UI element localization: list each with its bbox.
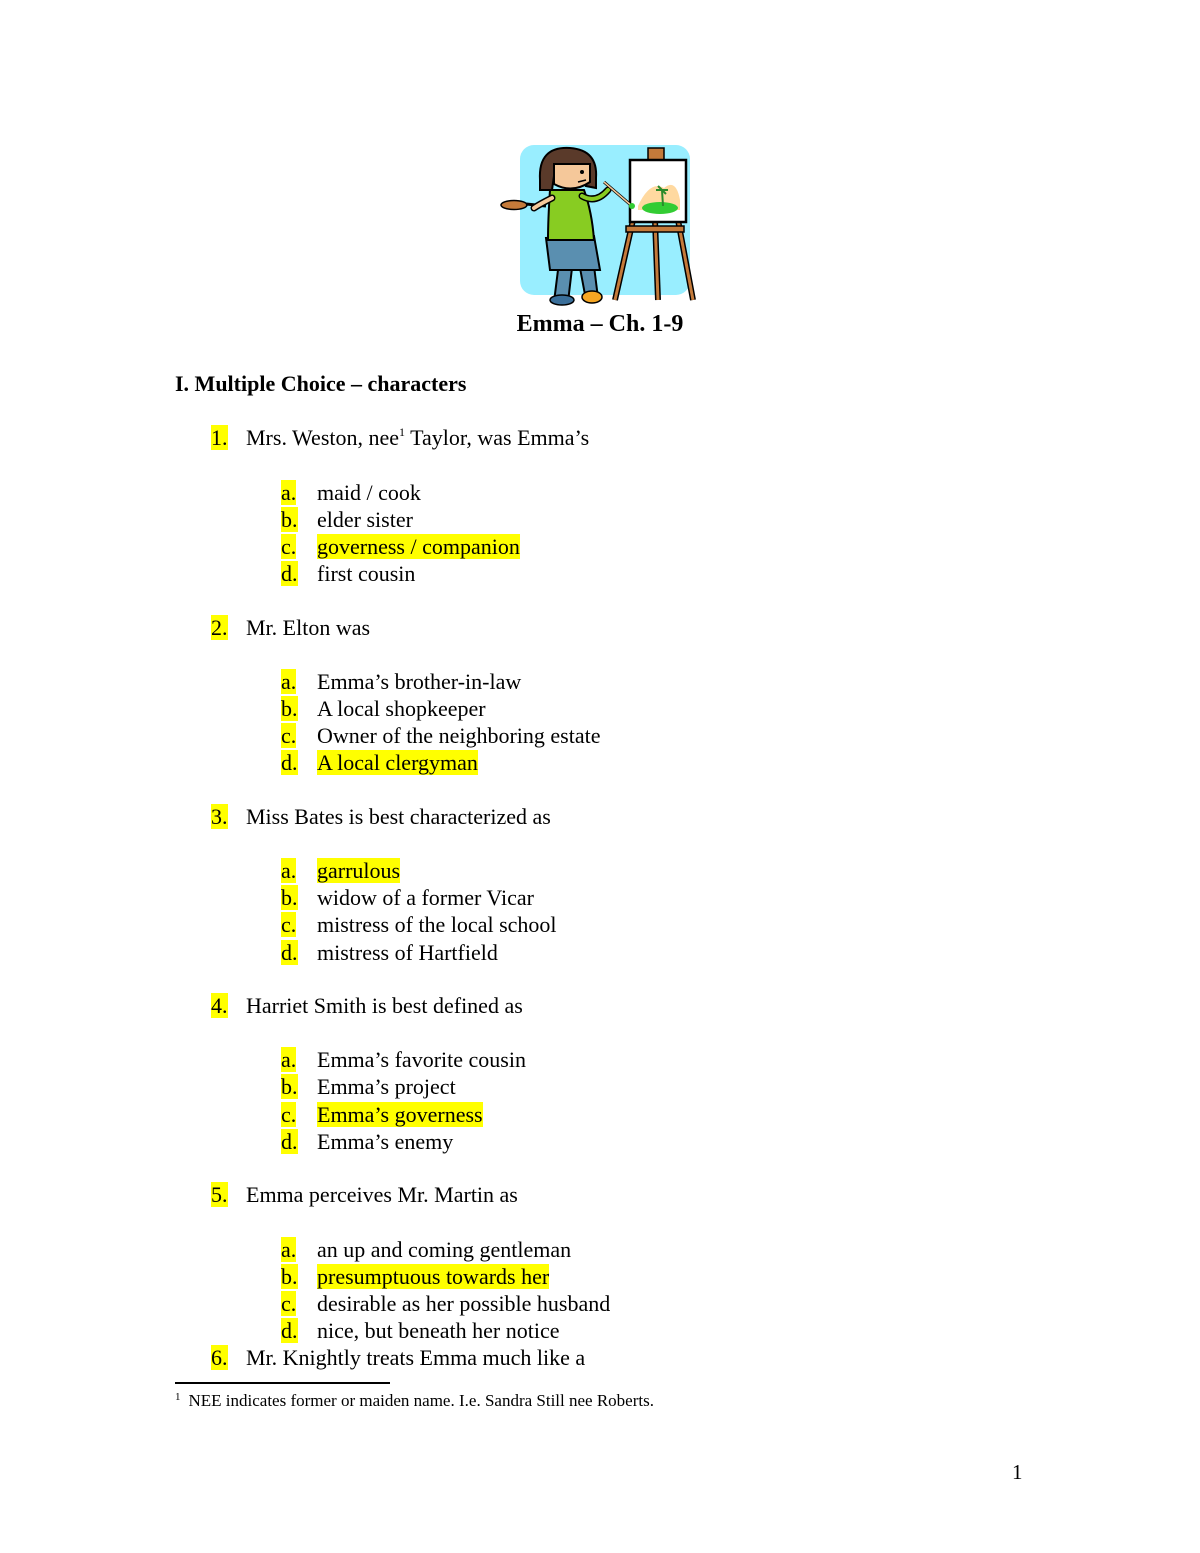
- question-text: Emma perceives Mr. Martin as: [246, 1182, 518, 1207]
- option-text-highlighted: Emma’s governess: [317, 1102, 483, 1127]
- option-text: first cousin: [317, 561, 416, 586]
- option-text-highlighted: governess / companion: [317, 534, 520, 559]
- option-text: A local shopkeeper: [317, 696, 486, 721]
- footnote-reference: 1: [399, 425, 406, 439]
- footnote: [175, 1390, 654, 1412]
- option-text: Emma’s brother-in-law: [317, 669, 522, 694]
- option-letter: a.: [281, 480, 297, 505]
- option-letter: a.: [281, 858, 297, 883]
- option-text-highlighted: A local clergyman: [317, 750, 478, 775]
- option-text: an up and coming gentleman: [317, 1237, 572, 1262]
- document-title: Emma – Ch. 1-9: [516, 311, 684, 337]
- option-letter: d.: [281, 940, 298, 965]
- option-letter: a.: [281, 1237, 297, 1262]
- option-letter: c.: [281, 723, 297, 748]
- page-number: 1: [1012, 1460, 1023, 1484]
- option-text: Emma’s favorite cousin: [317, 1047, 526, 1072]
- option-text: Emma’s enemy: [317, 1129, 454, 1154]
- question-number: 5.: [211, 1182, 228, 1207]
- option-letter: a.: [281, 669, 297, 694]
- question-text: Miss Bates is best characterized as: [246, 804, 551, 829]
- option-letter: d.: [281, 561, 298, 586]
- question-number: 6.: [211, 1345, 228, 1370]
- option-text: maid / cook: [317, 480, 421, 505]
- option-letter: d.: [281, 1318, 298, 1343]
- option-text-highlighted: garrulous: [317, 858, 401, 883]
- question-number: 3.: [211, 804, 228, 829]
- question-number: 2.: [211, 615, 228, 640]
- footnote-text: NEE indicates former or maiden name. I.e. Sandra Still nee Roberts.: [188, 1391, 654, 1410]
- section-title: I. Multiple Choice – characters: [175, 371, 467, 396]
- question-text: Mr. Knightly treats Emma much like a: [246, 1345, 586, 1370]
- option-text: elder sister: [317, 507, 413, 532]
- option-text-highlighted: presumptuous towards her: [317, 1264, 550, 1289]
- option-letter: b.: [281, 885, 298, 910]
- option-letter: c.: [281, 534, 297, 559]
- footnote-marker: 1: [175, 1391, 181, 1403]
- question-number: 4.: [211, 993, 228, 1018]
- question-number: 1.: [211, 425, 228, 450]
- option-letter: b.: [281, 696, 298, 721]
- option-letter: d.: [281, 750, 298, 775]
- option-letter: d.: [281, 1129, 298, 1154]
- option-text: mistress of the local school: [317, 912, 557, 937]
- option-letter: c.: [281, 912, 297, 937]
- option-text: desirable as her possible husband: [317, 1291, 611, 1316]
- option-text: Emma’s project: [317, 1074, 456, 1099]
- option-text: widow of a former Vicar: [317, 885, 534, 910]
- option-letter: c.: [281, 1102, 297, 1127]
- option-letter: b.: [281, 1264, 298, 1289]
- option-letter: b.: [281, 507, 298, 532]
- option-letter: c.: [281, 1291, 297, 1316]
- option-letter: a.: [281, 1047, 297, 1072]
- footnote-separator: [175, 1382, 390, 1384]
- question-text: Mr. Elton was: [246, 615, 371, 640]
- option-letter: b.: [281, 1074, 298, 1099]
- option-text: mistress of Hartfield: [317, 940, 498, 965]
- question-text: Mrs. Weston, nee$^1$ Taylor, was Emma’s: [246, 425, 590, 450]
- option-text: nice, but beneath her notice: [317, 1318, 560, 1343]
- question-text: Harriet Smith is best defined as: [246, 993, 523, 1018]
- girl-painting-at-easel-icon: [500, 140, 700, 308]
- option-text: Owner of the neighboring estate: [317, 723, 601, 748]
